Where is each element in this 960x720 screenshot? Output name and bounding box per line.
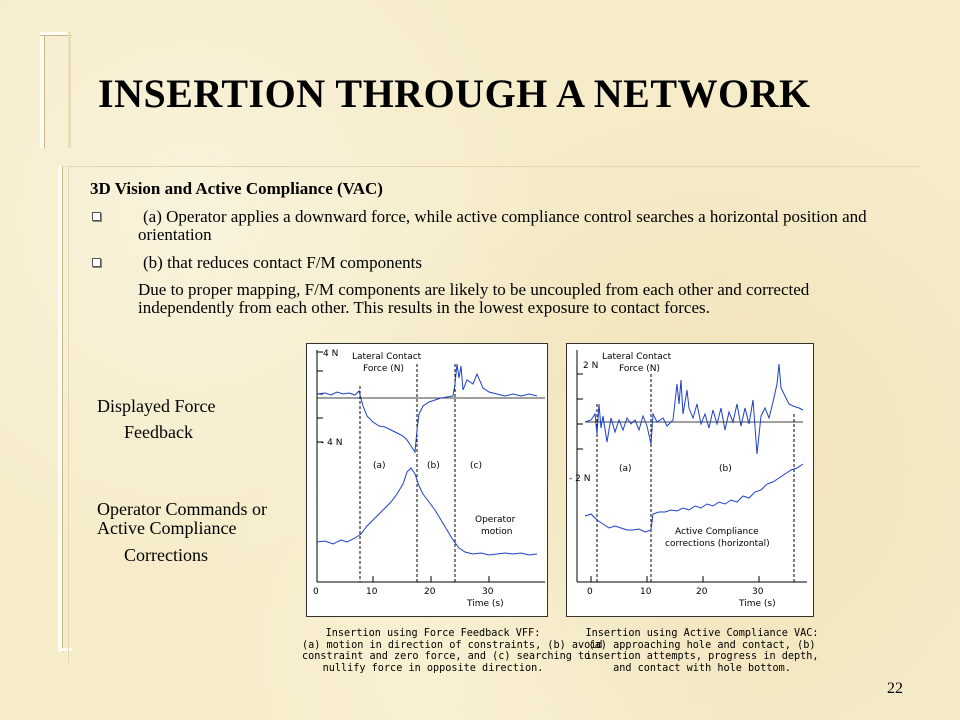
vac-x-tick-10: 10 [640,587,652,597]
vff-x-tick-30: 30 [482,587,494,597]
body-frame-vertical [58,166,62,652]
force-feedback-label-1: Displayed Force [97,396,216,416]
vac-plot-svg [567,344,813,616]
vac-y-bottom-label: - 2 N [569,474,591,484]
vac-x-tick-0: 0 [587,587,593,597]
vff-plot-svg [307,344,547,616]
vac-force-title-1: Lateral Contact [602,352,672,362]
vff-annotation-1: Operator [475,515,516,525]
vac-force-title-2: Force (N) [619,364,660,374]
vff-x-tick-10: 10 [366,587,378,597]
vff-phase-label-c: (c) [470,461,482,471]
title-frame-vertical [40,32,44,148]
slide-subtitle: 3D Vision and Active Compliance (VAC) [90,179,383,198]
vff-x-axis-label: Time (s) [467,599,504,609]
operator-commands-label-2: Active Compliance [97,518,237,538]
vac-annotation-1: Active Compliance [675,527,759,537]
vac-phase-label-b: (b) [719,464,732,474]
vff-caption: Insertion using Force Feedback VFF: (a) motion in direction of constraints, (b) avoid constraint and zero force, and (c) searching to nullify force in opposite direction. [302,628,603,674]
explanation-paragraph: Due to proper mapping, F/M components are likely to be uncoupled from each other and corrected independently from each other. This results in the lowest exposure to contact forces. [138,280,810,317]
vac-y-top-label: 2 N [583,361,599,371]
page-number: 22 [887,680,903,697]
title-frame-inner [68,32,71,148]
operator-commands-label-1: Operator Commands or [97,499,267,519]
vff-y-top-label: 4 N [323,349,339,359]
vac-x-tick-30: 30 [752,587,764,597]
vac-caption: Insertion using Active Compliance VAC: (a) approaching hole and contact, (b) insertion attempts, progress in depth, and contact with hole bottom. [585,628,819,674]
vff-x-tick-0: 0 [313,587,319,597]
bullet-text-a: (a) Operator applies a downward force, while active compliance control searches a horizontal position and orientation [138,207,867,244]
operator-commands-label-3: Corrections [124,545,208,565]
vac-x-tick-20: 20 [696,587,708,597]
vac-force-plot [566,343,814,617]
vff-force-plot [306,343,548,617]
vac-x-axis-label: Time (s) [739,599,776,609]
vff-phase-label-a: (a) [373,461,386,471]
slide-title: INSERTION THROUGH A NETWORK [98,71,811,116]
vff-force-title-2: Force (N) [363,364,404,374]
vff-annotation-2: motion [481,527,513,537]
force-feedback-label-2: Feedback [124,422,193,442]
vac-annotation-2: corrections (horizontal) [665,539,770,549]
vff-x-tick-20: 20 [424,587,436,597]
vff-y-bottom-label: - 4 N [321,438,343,448]
bullet-square-icon [92,212,101,221]
vff-phase-label-b: (b) [427,461,440,471]
bullet-text-b: (b) that reduces contact F/M components [143,253,423,272]
vff-force-title-1: Lateral Contact [352,352,422,362]
bullet-square-icon [92,258,101,267]
vac-phase-label-a: (a) [619,464,632,474]
